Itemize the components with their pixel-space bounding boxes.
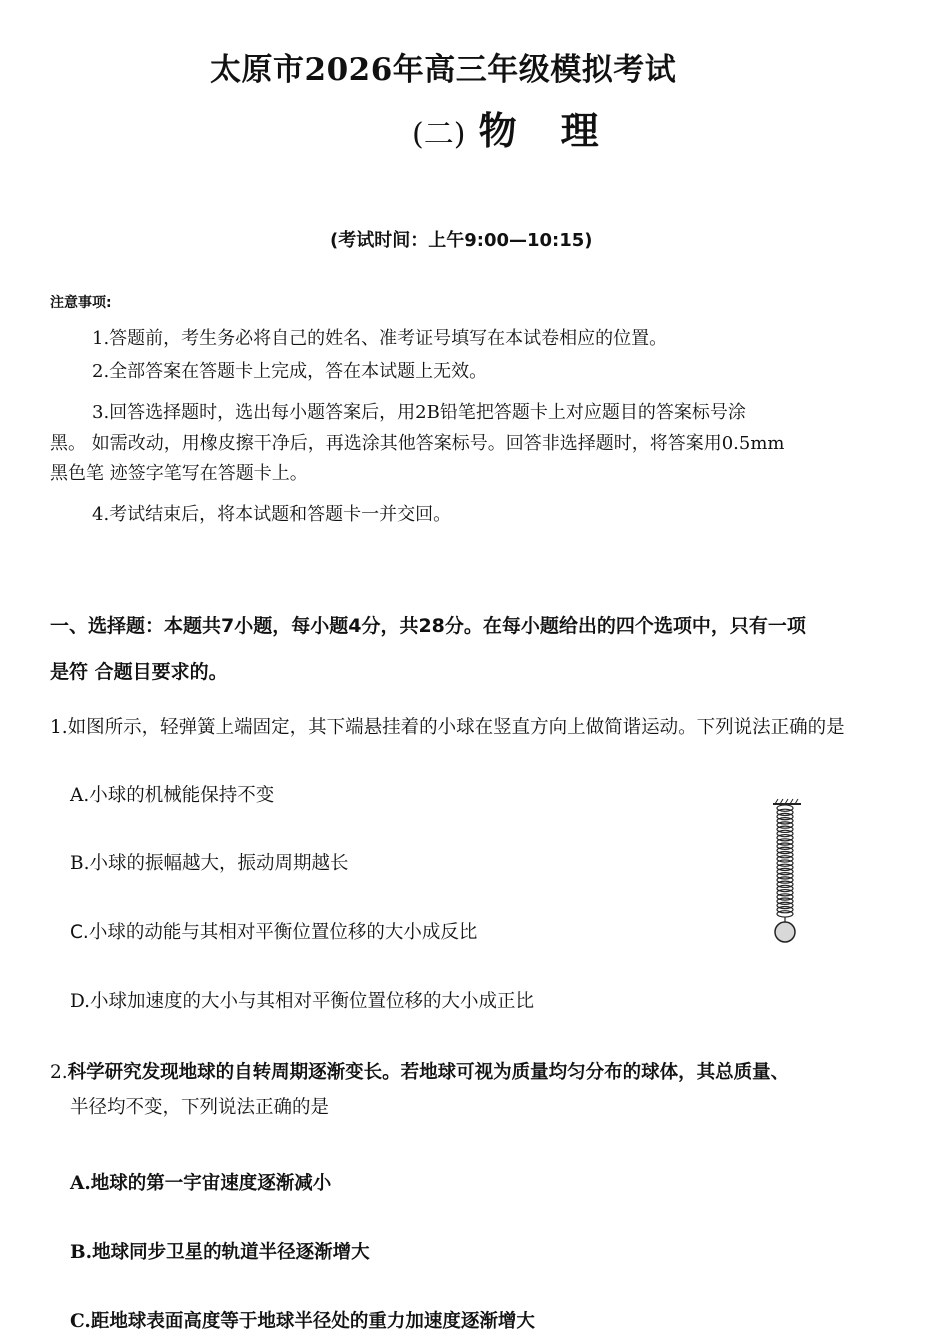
notice-item-2: 2.全部答案在答题卡上完成，答在本试题上无效。 — [92, 361, 488, 382]
question-2-number: 2. — [50, 1062, 68, 1083]
notice-item-3-line-3: 黑色笔 迹签字笔写在答题卡上。 — [50, 463, 308, 484]
question-2-stem-line-2: 半径均不变，下列说法正确的是 — [70, 1097, 330, 1118]
question-2-stem-text: 科学研究发现地球的自转周期逐渐变长。若地球可视为质量均匀分布的球体，其总质量、 — [67, 1062, 790, 1083]
notice-item-3-line-2: 黑。 如需改动，用橡皮擦干净后，再选涂其他答案标号。回答非选择题时，将答案用0.5mm — [50, 433, 785, 454]
subject-char-1: 物 — [478, 108, 517, 153]
option-c-letter: C. — [70, 922, 89, 943]
notice-heading: 注意事项: — [50, 295, 112, 311]
subject-char-2: 理 — [560, 108, 599, 153]
ceiling-support — [773, 799, 801, 804]
notice-item-4: 4.考试结束后，将本试题和答题卡一并交回。 — [92, 504, 452, 525]
question-2-stem-line-1 — [50, 1058, 789, 1084]
question-1-option-a: A.小球的机械能保持不变 — [70, 785, 275, 806]
ball — [775, 922, 795, 942]
section-1-heading-line-1: 一、选择题：本题共7小题，每小题4分，共28分。在每小题给出的四个选项中，只有一项 — [50, 615, 806, 637]
exam-time: (考试时间：上午9:00—10:15) — [330, 230, 593, 251]
question-1-option-d: D.小球加速度的大小与其相对平衡位置位移的大小成正比 — [70, 991, 535, 1012]
question-2-option-b: B.地球同步卫星的轨道半径逐渐增大 — [70, 1242, 370, 1263]
exam-subject — [412, 100, 599, 155]
spring-coil — [777, 805, 793, 917]
subtitle-paren: (二) — [412, 117, 466, 152]
exam-title: 太原市2026年高三年级模拟考试 — [210, 52, 677, 88]
question-1-stem: 1.如图所示，轻弹簧上端固定，其下端悬挂着的小球在竖直方向上做简谐运动。下列说法正确的是 — [50, 717, 845, 738]
question-1-option-b: B.小球的振幅越大，振动周期越长 — [70, 853, 349, 874]
spring-ball-figure — [765, 798, 805, 946]
notice-item-3-line-1: 3.回答选择题时，选出每小题答案后，用2B铅笔把答题卡上对应题目的答案标号涂 — [92, 402, 746, 423]
option-c-text: 小球的动能与其相对平衡位置位移的大小成反比 — [88, 922, 478, 943]
spring-coil-loop — [777, 911, 793, 917]
question-2-option-c: C.距地球表面高度等于地球半径处的重力加速度逐渐增大 — [70, 1311, 535, 1332]
notice-item-1: 1.答题前，考生务必将自己的姓名、准考证号填写在本试卷相应的位置。 — [92, 328, 668, 349]
question-2-option-a: A.地球的第一宇宙速度逐渐减小 — [70, 1173, 332, 1194]
section-1-heading-line-2: 是符 合题目要求的。 — [50, 661, 228, 683]
question-1-option-c — [70, 918, 477, 944]
